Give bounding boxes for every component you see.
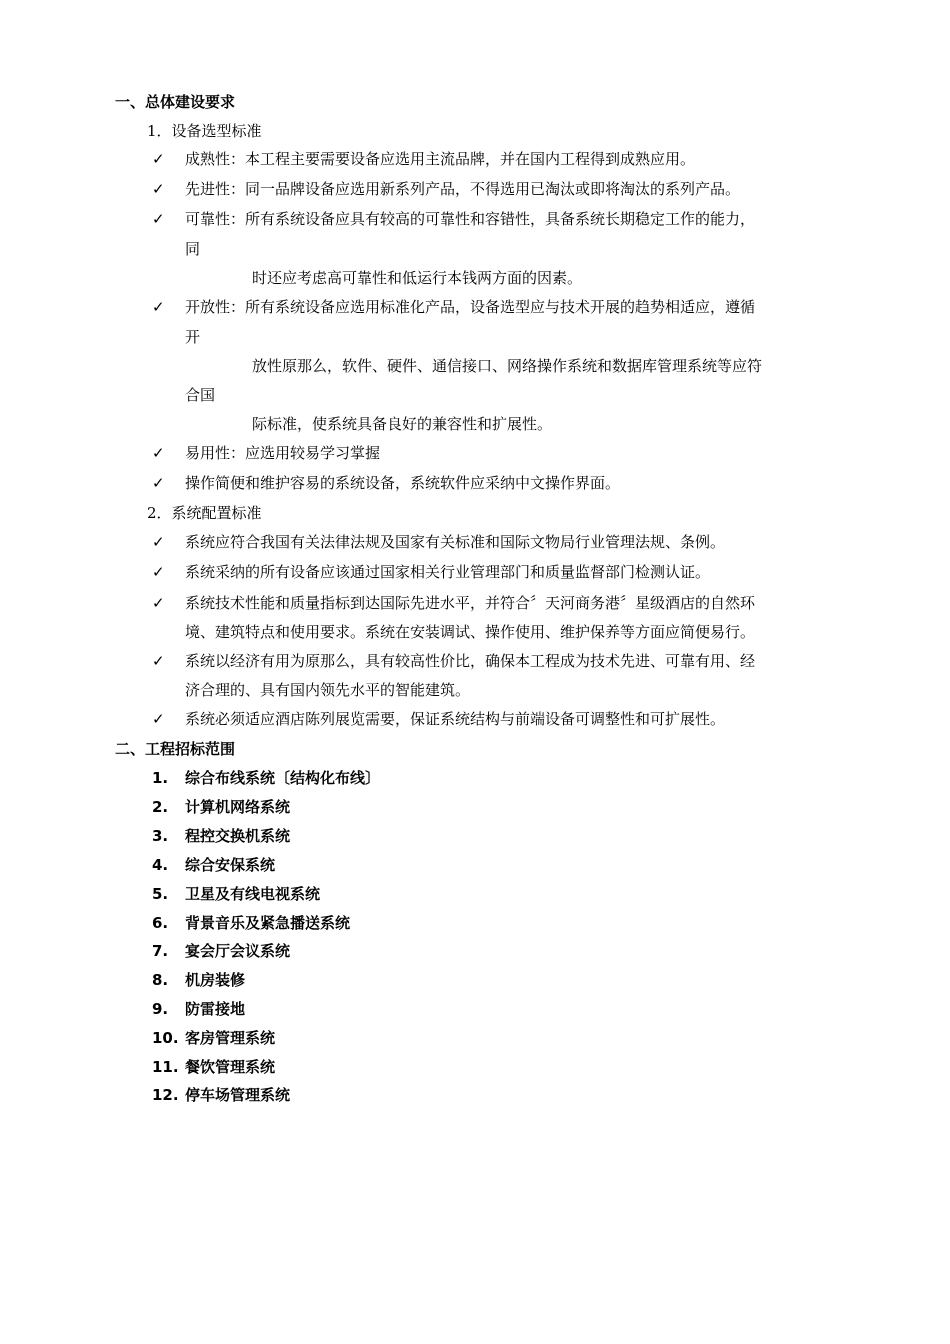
list-item: 系统采纳的所有设备应该通过国家相关行业管理部门和质量监督部门检测认证。 xyxy=(185,563,711,581)
list-item: 操作简便和维护容易的系统设备，系统软件应采纳中文操作界面。 xyxy=(185,474,621,492)
list-item: 系统应符合我国有关法律法规及国家有关标准和国际文物局行业管理法规、条例。 xyxy=(185,533,726,551)
list-item-continuation: 合国 xyxy=(185,386,216,404)
scope-item: 综合布线系统〔结构化布线〕 xyxy=(185,769,381,787)
check-icon: ✓ xyxy=(152,210,165,228)
list-number: 8. xyxy=(152,971,169,989)
check-icon: ✓ xyxy=(152,474,165,492)
check-icon: ✓ xyxy=(152,533,165,551)
list-number: 12. xyxy=(152,1086,179,1104)
scope-item: 餐饮管理系统 xyxy=(185,1058,276,1076)
scope-item: 综合安保系统 xyxy=(185,856,276,874)
subsection-2-title: 2．系统配置标准 xyxy=(147,504,262,522)
subsection-1-title: 1．设备选型标准 xyxy=(147,122,262,140)
list-item-continuation: 同 xyxy=(185,240,201,258)
scope-item: 计算机网络系统 xyxy=(185,798,291,816)
list-item-continuation: 放性原那么，软件、硬件、通信接口、网络操作系统和数据库管理系统等应符 xyxy=(252,357,763,375)
scope-item: 停车场管理系统 xyxy=(185,1086,291,1104)
check-icon: ✓ xyxy=(152,180,165,198)
list-item: 易用性：应选用较易学习掌握 xyxy=(185,444,381,462)
list-item: 系统技术性能和质量指标到达国际先进水平，并符合〞天河商务港〞星级酒店的自然环 xyxy=(185,594,756,612)
list-item: 系统以经济有用为原那么，具有较高性价比，确保本工程成为技术先进、可靠有用、经 xyxy=(185,652,756,670)
section-2-heading: 二、工程招标范围 xyxy=(115,740,236,758)
list-number: 10. xyxy=(152,1029,179,1047)
section-1-heading: 一、总体建设要求 xyxy=(115,93,236,111)
list-item-continuation: 境、建筑特点和使用要求。系统在安装调试、操作使用、维护保养等方面应简便易行。 xyxy=(185,623,756,641)
list-item: 先进性：同一品牌设备应选用新系列产品，不得选用已淘汰或即将淘汰的系列产品。 xyxy=(185,180,741,198)
scope-item: 卫星及有线电视系统 xyxy=(185,885,321,903)
list-item: 系统必须适应酒店陈列展览需要，保证系统结构与前端设备可调整性和可扩展性。 xyxy=(185,710,726,728)
list-number: 1. xyxy=(152,769,169,787)
scope-item: 程控交换机系统 xyxy=(185,827,291,845)
list-item: 成熟性：本工程主要需要设备应选用主流品牌，并在国内工程得到成熟应用。 xyxy=(185,150,696,168)
scope-item: 背景音乐及紧急播送系统 xyxy=(185,914,351,932)
list-item-continuation: 时还应考虑高可靠性和低运行本钱两方面的因素。 xyxy=(252,269,583,287)
list-number: 4. xyxy=(152,856,169,874)
list-number: 9. xyxy=(152,1000,169,1018)
list-item: 开放性：所有系统设备应选用标准化产品，设备选型应与技术开展的趋势相适应，遵循 xyxy=(185,298,756,316)
list-item-continuation: 开 xyxy=(185,328,201,346)
list-item-continuation: 济合理的、具有国内领先水平的智能建筑。 xyxy=(185,681,471,699)
check-icon: ✓ xyxy=(152,710,165,728)
list-number: 6. xyxy=(152,914,169,932)
scope-item: 防雷接地 xyxy=(185,1000,246,1018)
list-item: 可靠性：所有系统设备应具有较高的可靠性和容错性，具备系统长期稳定工作的能力， xyxy=(185,210,756,228)
check-icon: ✓ xyxy=(152,563,165,581)
check-icon: ✓ xyxy=(152,594,165,612)
list-number: 11. xyxy=(152,1058,179,1076)
list-number: 2. xyxy=(152,798,169,816)
check-icon: ✓ xyxy=(152,150,165,168)
scope-item: 宴会厅会议系统 xyxy=(185,942,291,960)
list-number: 3. xyxy=(152,827,169,845)
list-item-continuation: 际标准，使系统具备良好的兼容性和扩展性。 xyxy=(252,415,553,433)
check-icon: ✓ xyxy=(152,652,165,670)
check-icon: ✓ xyxy=(152,298,165,316)
list-number: 5. xyxy=(152,885,169,903)
scope-item: 客房管理系统 xyxy=(185,1029,276,1047)
scope-item: 机房装修 xyxy=(185,971,246,989)
list-number: 7. xyxy=(152,942,169,960)
check-icon: ✓ xyxy=(152,444,165,462)
